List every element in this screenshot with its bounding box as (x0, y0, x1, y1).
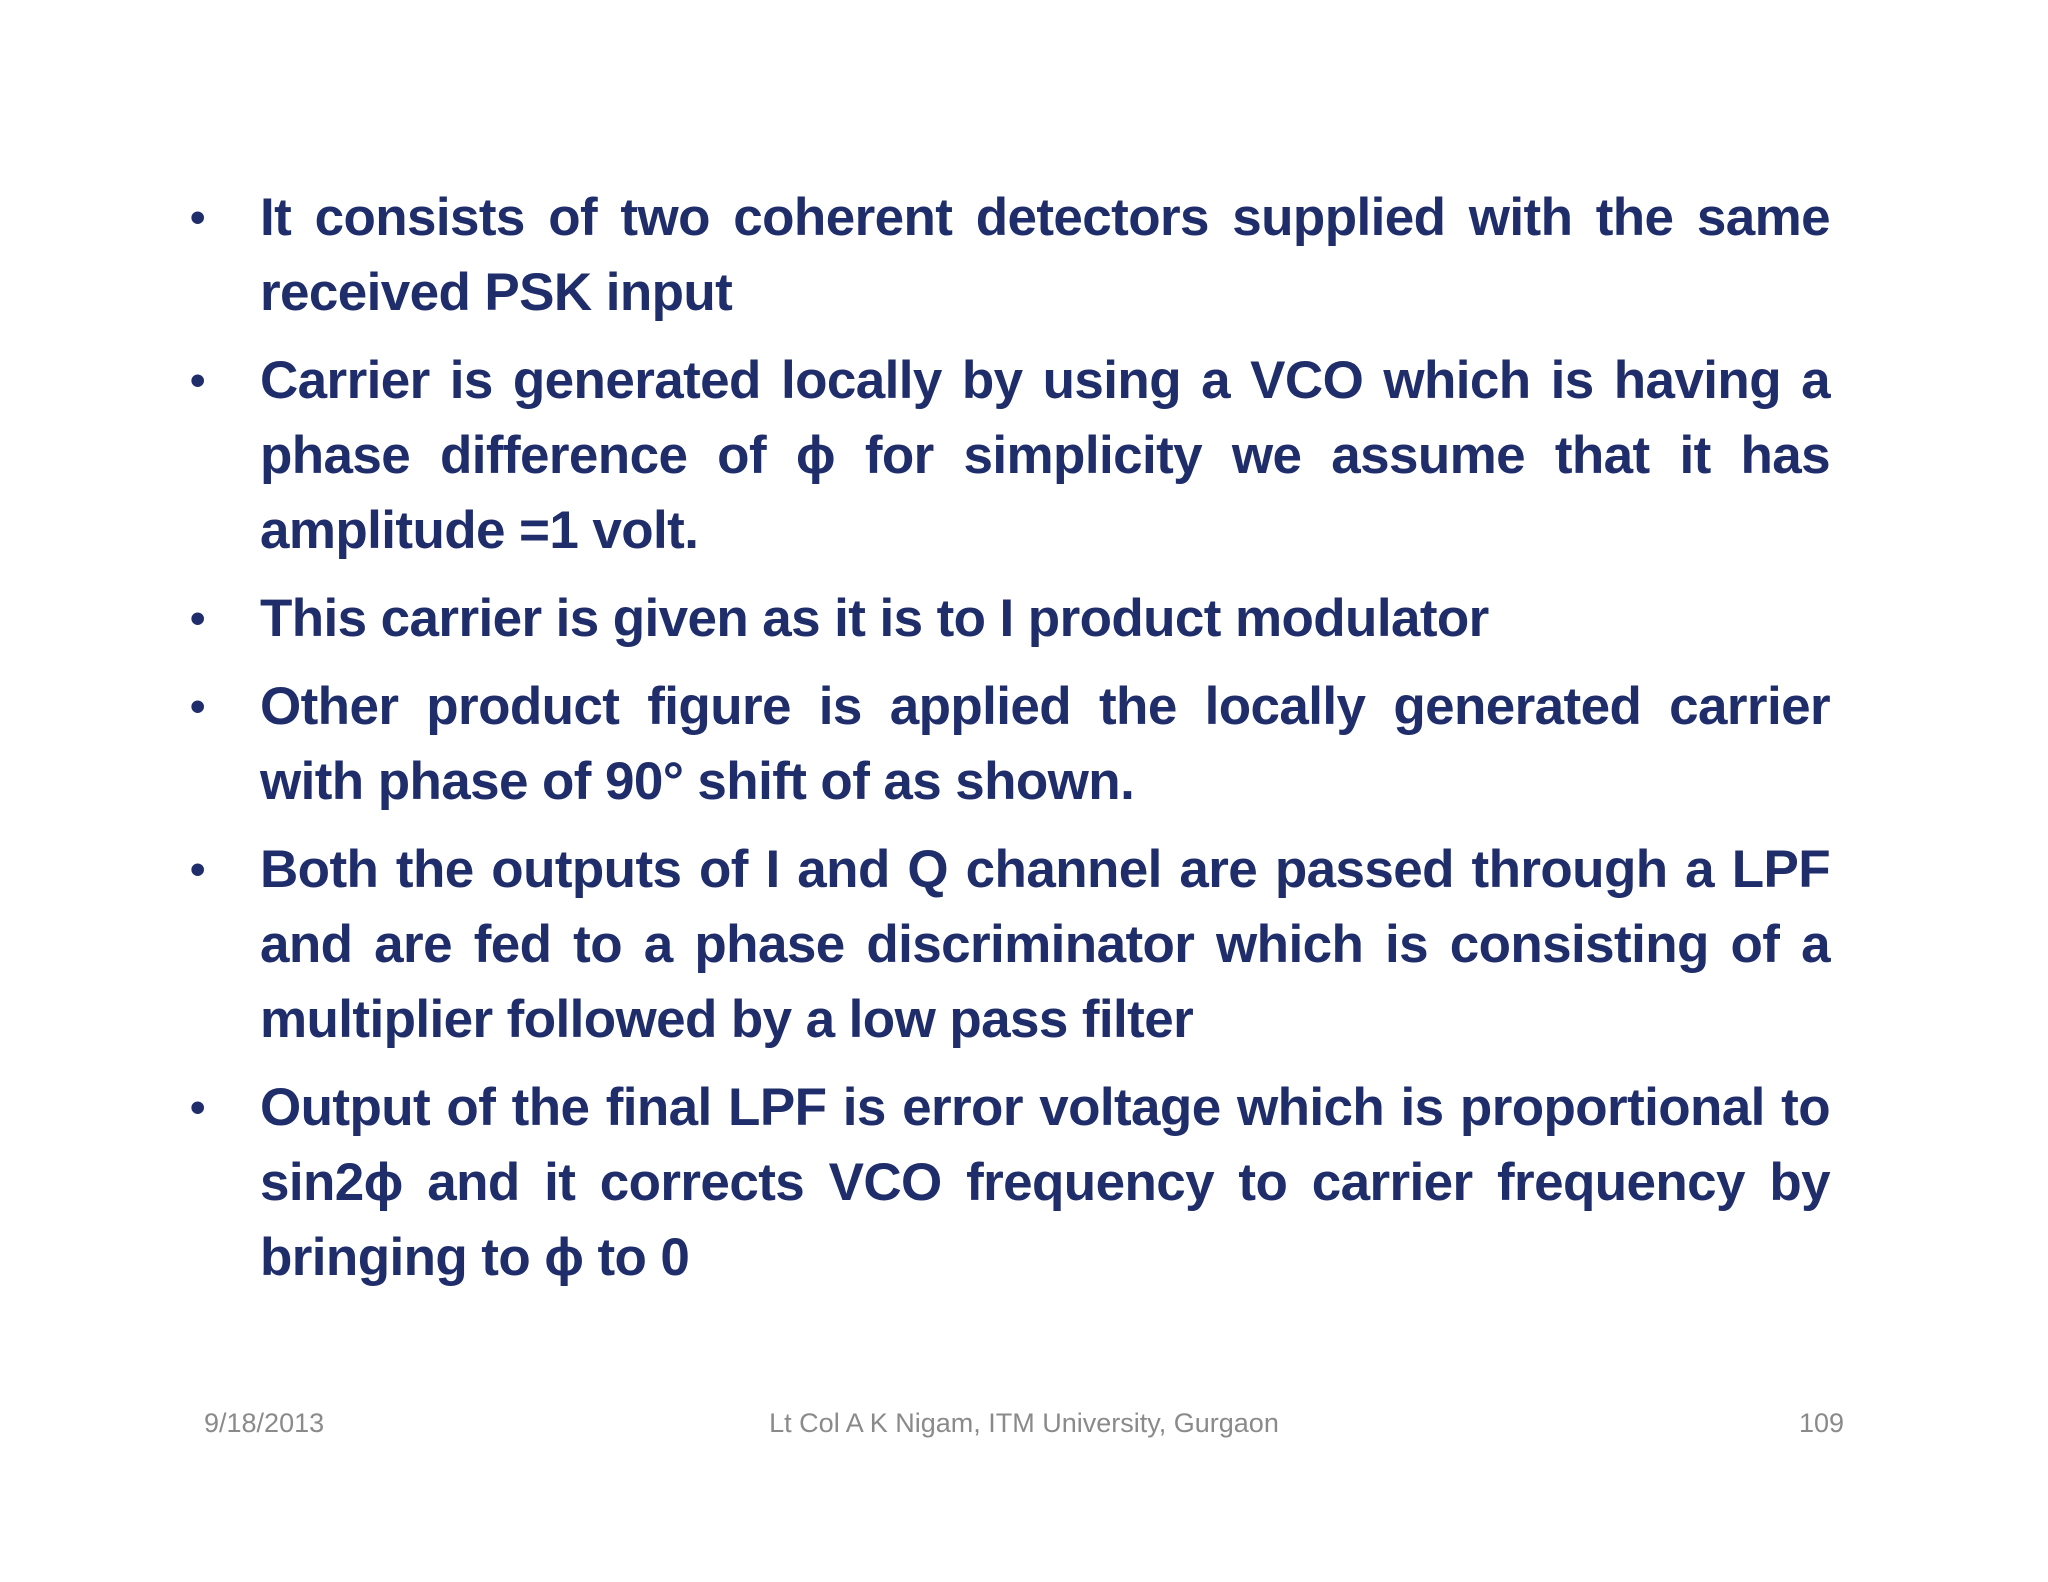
bullet-item (182, 581, 1830, 656)
bullet-point-icon: • (190, 594, 206, 643)
bullet-item (182, 832, 1830, 1057)
page-number: 109 (1798, 1408, 1844, 1438)
bullet-text: Carrier is generated locally by using a VCO which is having a phase difference of ϕ for simplicity we assume that it has amplitude =1 volt. (260, 351, 1830, 560)
bullet-text: This carrier is given as it is to I product modulator (260, 589, 1489, 648)
bullet-text: Output of the final LPF is error voltage which is proportional to sin2ϕ and it corrects VCO frequency to carrier frequency by bringing to ϕ to 0 (260, 1078, 1830, 1287)
bullet-point-icon: • (190, 193, 206, 242)
bullet-list (182, 180, 1830, 1308)
bullet-text: Both the outputs of I and Q channel are passed through a LPF and are fed to a phase discriminator which is consisting of a multiplier followed by a low pass filter (260, 840, 1830, 1049)
footer-author: Lt Col A K Nigam, ITM University, Gurgaon (769, 1408, 1279, 1438)
bullet-item (182, 343, 1830, 568)
bullet-point-icon: • (190, 1083, 206, 1132)
bullet-item (182, 669, 1830, 819)
bullet-point-icon: • (190, 356, 206, 405)
bullet-item (182, 1070, 1830, 1295)
bullet-point-icon: • (190, 845, 206, 894)
bullet-item (182, 180, 1830, 330)
bullet-text: Other product figure is applied the locally generated carrier with phase of 90° shift of as shown. (260, 677, 1830, 811)
footer-date: 9/18/2013 (204, 1408, 325, 1438)
bullet-text: It consists of two coherent detectors supplied with the same received PSK input (260, 188, 1830, 322)
bullet-point-icon: • (190, 682, 206, 731)
